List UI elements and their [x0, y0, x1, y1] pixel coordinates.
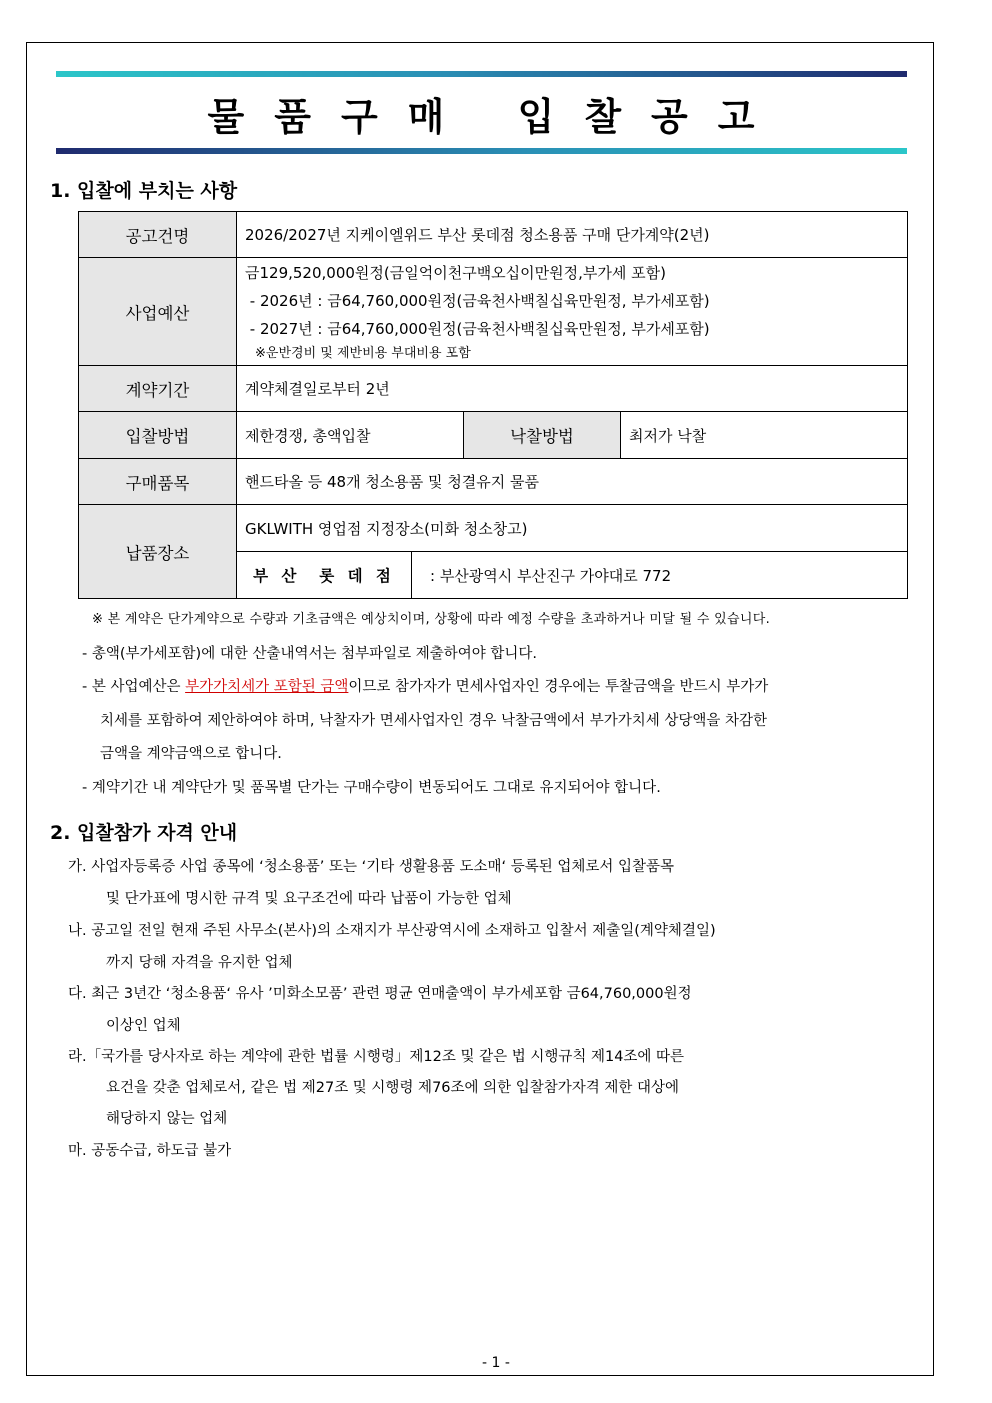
note-2: [82, 675, 768, 696]
note-1: - 총액(부가세포함)에 대한 산출내역서는 첨부파일로 제출하여야 합니다.: [82, 646, 538, 662]
method-label: 입찰방법: [79, 412, 237, 459]
name-value: 2026/2027년 지케이엘위드 부산 롯데점 청소용품 구매 단가계약(2년): [237, 212, 908, 258]
section1-heading: 1. 입찰에 부치는 사항: [50, 180, 238, 202]
title-bottom-bar: [56, 148, 907, 154]
page-number: - 1 -: [482, 1355, 510, 1371]
bid-info-table: [78, 211, 908, 599]
award-label: 낙찰방법: [464, 412, 621, 459]
note-3: - 계약기간 내 계약단가 및 품목별 단가는 구매수량이 변동되어도 그대로 유지되어야 합니다.: [82, 780, 661, 796]
delivery-value: GKLWITH 영업점 지정장소(미화 청소창고): [237, 505, 908, 552]
qual-da-cont: 이상인 업체: [106, 1018, 181, 1034]
page-title: 물품구매 입찰공고: [207, 95, 785, 139]
items-label: 구매품목: [79, 459, 237, 505]
period-label: 계약기간: [79, 366, 237, 412]
budget-note: ※운반경비 및 제반비용 부대비용 포함: [255, 345, 471, 361]
budget-value: [237, 258, 908, 366]
budget-line: - 2026년 : 금64,760,000원정(금육천사백칠십육만원정, 부가세포함): [245, 291, 710, 310]
note-2-line2: 치세를 포함하여 제안하여야 하며, 낙찰자가 면세사업자인 경우 낙찰금액에서 부가가치세 상당액을 차감한: [100, 713, 768, 729]
branch-label: 부 산 롯 데 점: [237, 552, 412, 598]
budget-line: - 2027년 : 금64,760,000원정(금육천사백칠십육만원정, 부가세포함): [245, 319, 710, 338]
delivery-label: 납품장소: [79, 505, 237, 599]
vat-included-emphasis: 부가가치세가 포함된 금액: [185, 679, 349, 695]
branch-address: : 부산광역시 부산진구 가야대로 772: [430, 566, 672, 585]
qual-na-cont: 까지 당해 자격을 유지한 업체: [106, 955, 293, 971]
method-value: 제한경쟁, 총액입찰: [237, 412, 464, 459]
qual-ra-cont2: 해당하지 않는 업체: [106, 1111, 228, 1127]
qual-ra: 라.「국가를 당사자로 하는 계약에 관한 법률 시행령」제12조 및 같은 법 시행규칙 제14조에 따른: [68, 1049, 685, 1065]
award-value: 최저가 낙찰: [621, 412, 908, 459]
name-label: 공고건명: [79, 212, 237, 258]
title-top-bar: [56, 71, 907, 77]
budget-line: 금129,520,000원정(금일억이천구백오십이만원정,부가세 포함): [245, 263, 666, 282]
branch-row: [237, 552, 908, 599]
note-2-end: 이므로 참가자가 면세사업자인 경우에는 투찰금액을 반드시 부가가: [348, 679, 769, 695]
qual-ga-cont: 및 단가표에 명시한 규격 및 요구조건에 따라 납품이 가능한 업체: [106, 891, 512, 907]
qual-da: 다. 최근 3년간 ‘청소용품‘ 유사 ’미화소모품’ 관련 평균 연매출액이 부가세포함 금64,760,000원정: [68, 986, 692, 1002]
table-footnote: ※ 본 계약은 단가계약으로 수량과 기초금액은 예상치이며, 상황에 따라 예정 수량을 초과하거나 미달 될 수 있습니다.: [92, 612, 771, 627]
qual-ma: 마. 공동수급, 하도급 불가: [68, 1143, 232, 1159]
budget-label: 사업예산: [79, 258, 237, 366]
items-value: 핸드타올 등 48개 청소용품 및 청결유지 물품: [237, 459, 908, 505]
qual-ra-cont: 요건을 갖춘 업체로서, 같은 법 제27조 및 시행령 제76조에 의한 입찰참가자격 제한 대상에: [106, 1080, 680, 1096]
note-2-start: - 본 사업예산은: [82, 679, 186, 695]
period-value: 계약체결일로부터 2년: [237, 366, 908, 412]
section2-heading: 2. 입찰참가 자격 안내: [50, 822, 238, 844]
qual-ga: 가. 사업자등록증 사업 종목에 ‘청소용품’ 또는 ‘기타 생활용품 도소매‘ 등록된 업체로서 입찰품목: [68, 859, 675, 875]
qual-na: 나. 공고일 전일 현재 주된 사무소(본사)의 소재지가 부산광역시에 소재하고 입찰서 제출일(계약체결일): [68, 923, 716, 939]
note-2-line3: 금액을 계약금액으로 합니다.: [100, 746, 282, 762]
